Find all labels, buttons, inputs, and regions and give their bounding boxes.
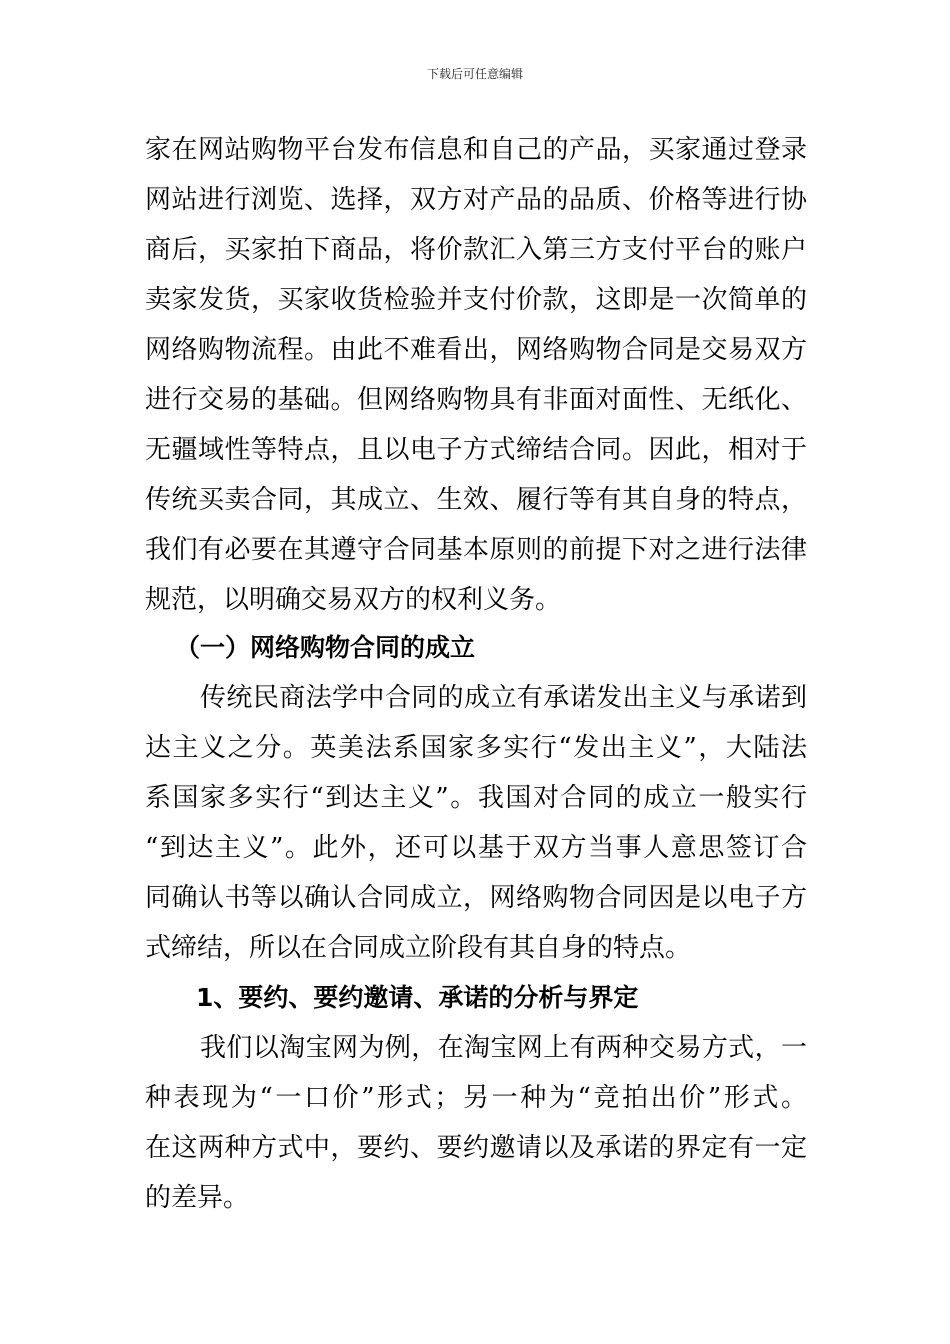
text-line: 网络购物流程。由此不难看出，网络购物合同是交易双方 [145,335,807,365]
text-line: 的差异。 [145,1183,250,1213]
text-line: 种表现为“一口价”形式；另一种为“竞拍出价”形式。 [145,1083,807,1113]
text-line: 系国家多实行“到达主义”。我国对合同的成立一般实行 [145,783,807,813]
subsection-heading: 1、要约、要约邀请、承诺的分析与界定 [196,983,639,1012]
text-line: 家在网站购物平台发布信息和自己的产品，买家通过登录 [145,135,807,165]
text-line: 规范，以明确交易双方的权利义务。 [145,585,562,615]
text-line: 我们有必要在其遵守合同基本原则的前提下对之进行法律 [145,535,807,565]
text-line: “到达主义”。此外，还可以基于双方当事人意思签订合 [145,833,807,863]
text-line: 商后，买家拍下商品，将价款汇入第三方支付平台的账户 [145,235,807,265]
text-line: 在这两种方式中，要约、要约邀请以及承诺的界定有一定 [145,1133,807,1163]
text-line: 我们以淘宝网为例，在淘宝网上有两种交易方式，一 [200,1033,807,1063]
text-line: 式缔结，所以在合同成立阶段有其自身的特点。 [145,933,692,963]
text-line: 卖家发货，买家收货检验并支付价款，这即是一次简单的 [145,285,807,315]
text-line: 达主义之分。英美法系国家多实行“发出主义”，大陆法 [145,733,807,763]
text-line: 传统民商法学中合同的成立有承诺发出主义与承诺到 [200,683,807,713]
text-line: 进行交易的基础。但网络购物具有非面对面性、无纸化、 [145,385,807,415]
text-line: 同确认书等以确认合同成立，网络购物合同因是以电子方 [145,883,807,913]
section-heading: （一）网络购物合同的成立 [175,633,476,662]
text-line: 传统买卖合同，其成立、生效、履行等有其自身的特点， [145,485,807,515]
text-line: 无疆域性等特点，且以电子方式缔结合同。因此，相对于 [145,435,807,465]
text-line: 网站进行浏览、选择，双方对产品的品质、价格等进行协 [145,185,807,215]
page-header: 下载后可任意编辑 [426,67,523,81]
